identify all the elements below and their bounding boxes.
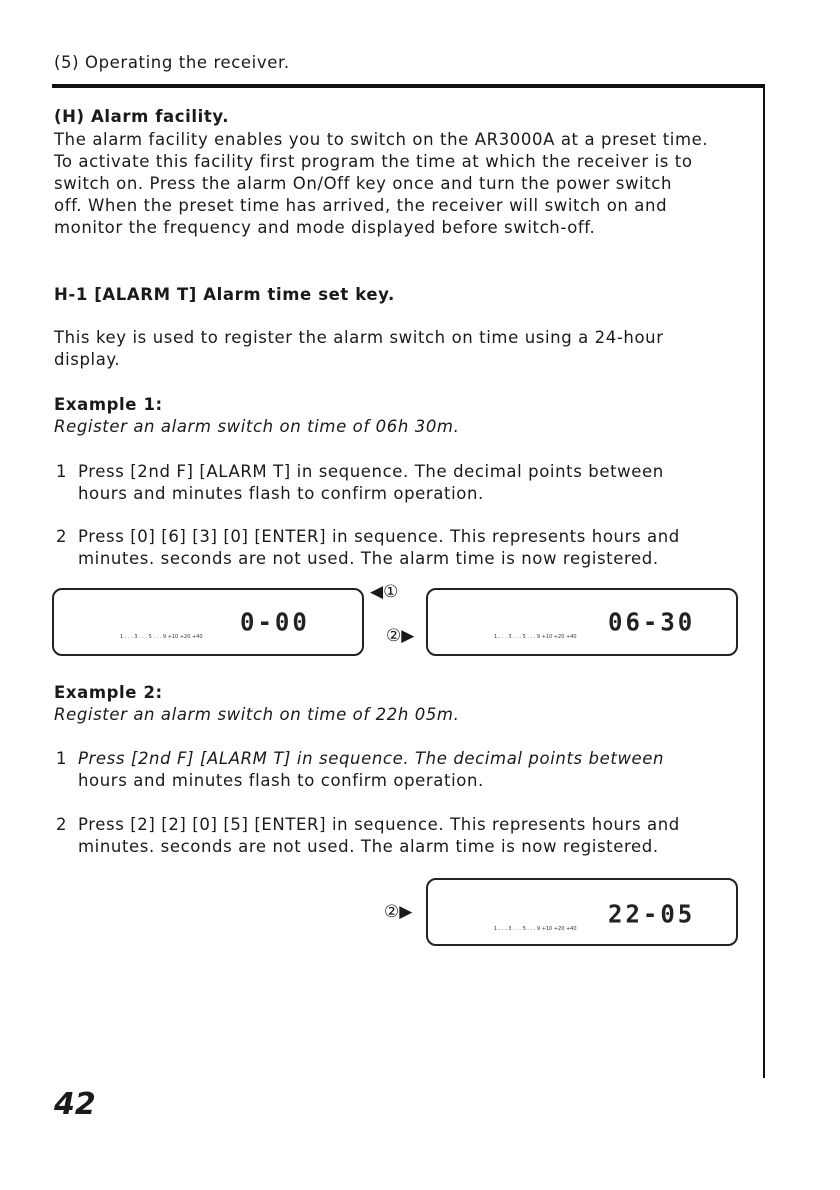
alarm-heading: (H) Alarm facility. xyxy=(54,107,230,126)
arrow-marker-2: ②▶ xyxy=(384,902,413,922)
alarm-line: off. When the preset time has arrived, the receiver will switch on and xyxy=(54,196,668,215)
alarm-line: The alarm facility enables you to switch on the AR3000A at a preset time. xyxy=(54,130,709,149)
example1-title: Example 1: xyxy=(54,395,163,414)
example2-step2-line: minutes. seconds are not used. The alarm time is now registered. xyxy=(78,837,659,856)
section-header: (5) Operating the receiver. xyxy=(54,53,290,72)
signal-scale: 1 . . . 3 . . . 5 . . . 9 +10 +20 +40 xyxy=(494,634,577,640)
lcd-display-before xyxy=(52,588,364,656)
lcd-display-example2 xyxy=(426,878,738,946)
example1-step1-line: Press [2nd F] [ALARM T] in sequence. The decimal points between xyxy=(78,462,664,481)
example1-step2-line: Press [0] [6] [3] [0] [ENTER] in sequence. This represents hours and xyxy=(78,527,680,546)
right-margin-rule xyxy=(763,84,765,1078)
time-digits: 06-30 xyxy=(608,607,696,637)
signal-scale: 1 . . . 3 . . . 5 . . . 9 +10 +20 +40 xyxy=(494,926,577,932)
example1-step1-line: hours and minutes flash to confirm operation. xyxy=(78,484,484,503)
example1-step2-number: 2 xyxy=(56,527,68,546)
example2-subtitle: Register an alarm switch on time of 22h 05m. xyxy=(54,705,460,724)
example2-step1-number: 1 xyxy=(56,749,68,768)
example2-step2-number: 2 xyxy=(56,815,68,834)
page-number: 42 xyxy=(54,1087,96,1122)
example1-subtitle: Register an alarm switch on time of 06h 30m. xyxy=(54,417,460,436)
h1-line: display. xyxy=(54,350,121,369)
header-rule xyxy=(52,84,764,88)
example2-title: Example 2: xyxy=(54,683,163,702)
example2-step1-line: hours and minutes flash to confirm operation. xyxy=(78,771,484,790)
time-digits: 22-05 xyxy=(608,899,696,929)
example1-step1-number: 1 xyxy=(56,462,68,481)
h1-line: This key is used to register the alarm switch on time using a 24-hour xyxy=(54,328,664,347)
arrow-marker-2: ②▶ xyxy=(386,626,415,646)
lcd-display-after xyxy=(426,588,738,656)
example1-step2-line: minutes. seconds are not used. The alarm time is now registered. xyxy=(78,549,659,568)
alarm-line: switch on. Press the alarm On/Off key once and turn the power switch xyxy=(54,174,673,193)
example2-step1-line: Press [2nd F] [ALARM T] in sequence. The decimal points between xyxy=(78,749,665,768)
alarm-line: To activate this facility first program the time at which the receiver is to xyxy=(54,152,693,171)
signal-scale: 1 . . . 3 . . . 5 . . . 9 +10 +20 +40 xyxy=(120,634,203,640)
alarm-line: monitor the frequency and mode displayed before switch-off. xyxy=(54,218,596,237)
h1-heading: H-1 [ALARM T] Alarm time set key. xyxy=(54,285,395,304)
arrow-marker-1: ◀① xyxy=(370,582,399,602)
example2-step2-line: Press [2] [2] [0] [5] [ENTER] in sequence. This represents hours and xyxy=(78,815,680,834)
time-digits: 0-00 xyxy=(240,607,310,637)
